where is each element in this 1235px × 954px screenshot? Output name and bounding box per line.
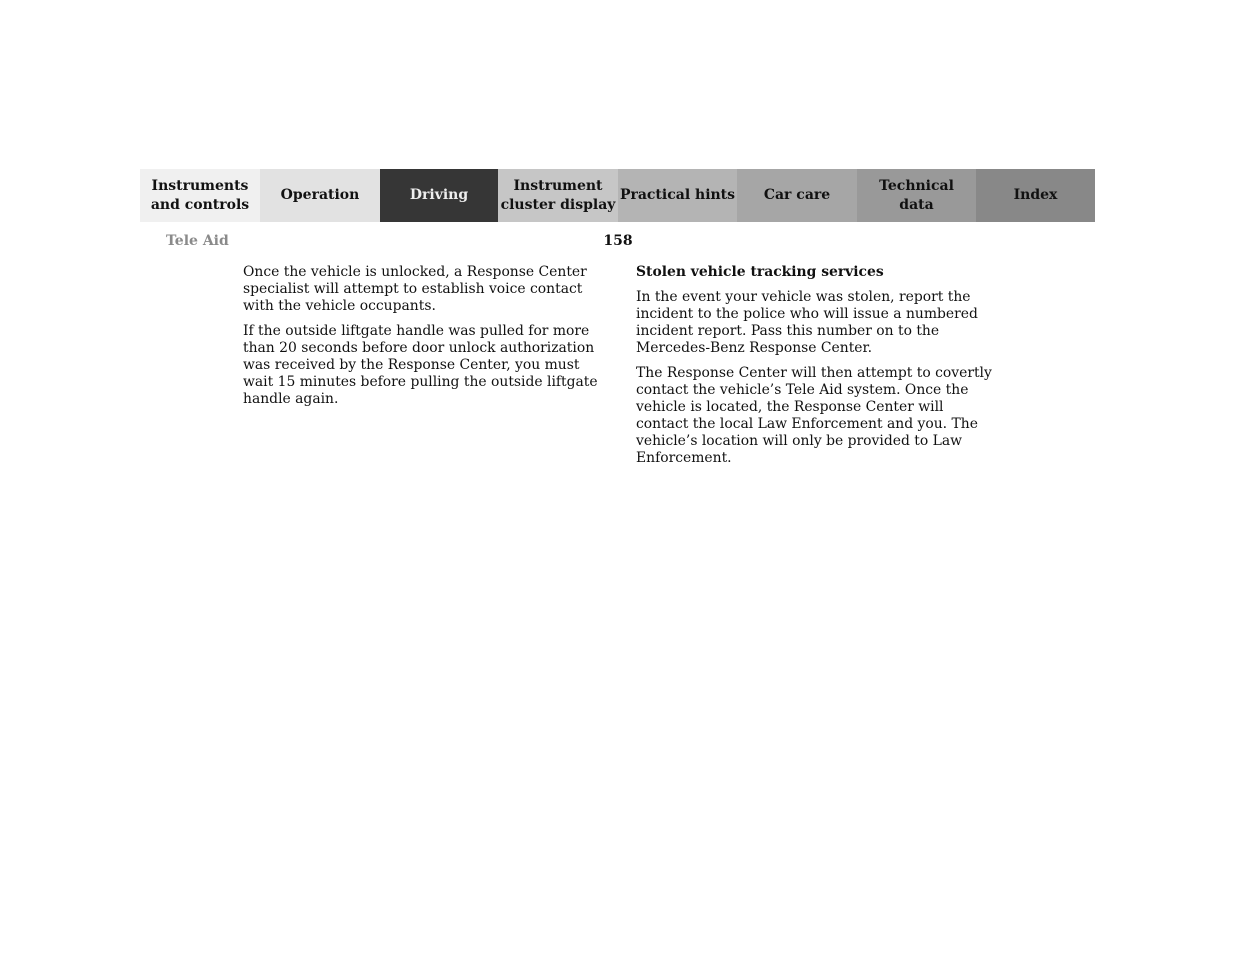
tab-practical-hints[interactable] xyxy=(618,169,737,222)
section-nav-bar xyxy=(140,169,1095,222)
tab-instruments-and-controls[interactable] xyxy=(140,169,260,222)
right-column xyxy=(636,264,996,475)
paragraph: If the outside liftgate handle was pulled for more than 20 seconds before door unlock authorization was received by the Response Center, you must wait 15 minutes before pulling the outside liftgate handle again. xyxy=(243,323,598,407)
paragraph: In the event your vehicle was stolen, report the incident to the police who will issue a numbered incident report. Pass this number on to the Mercedes-Benz Response Center. xyxy=(636,289,978,356)
tab-label: Instruments and controls xyxy=(150,177,250,213)
tab-instrument-cluster-display[interactable] xyxy=(498,169,618,222)
tab-label: Technical data xyxy=(879,177,954,213)
tab-car-care[interactable] xyxy=(737,169,857,222)
tab-technical-data[interactable] xyxy=(857,169,976,222)
left-column xyxy=(243,264,608,416)
tab-label: Index xyxy=(1013,187,1058,203)
tab-label: Practical hints xyxy=(619,187,736,203)
tab-index[interactable] xyxy=(976,169,1095,222)
tab-driving[interactable] xyxy=(380,169,498,222)
tab-operation[interactable] xyxy=(260,169,380,222)
paragraph: The Response Center will then attempt to covertly contact the vehicle’s Tele Aid system. Once the vehicle is located, the Response Center will contact the local Law Enforcement and you. The vehicle’s location will only be provided to Law Enforcement. xyxy=(636,365,992,466)
paragraph: Once the vehicle is unlocked, a Response Center specialist will attempt to establish voice contact with the vehicle occupants. xyxy=(243,264,587,314)
tab-label: Car care xyxy=(763,187,831,203)
section-title: Tele Aid xyxy=(166,233,229,249)
page-number: 158 xyxy=(603,233,633,249)
tab-label: Operation xyxy=(280,187,360,203)
tab-label: Instrument cluster display xyxy=(500,177,616,213)
section-heading: Stolen vehicle tracking services xyxy=(636,264,884,280)
tab-label: Driving xyxy=(409,187,469,203)
